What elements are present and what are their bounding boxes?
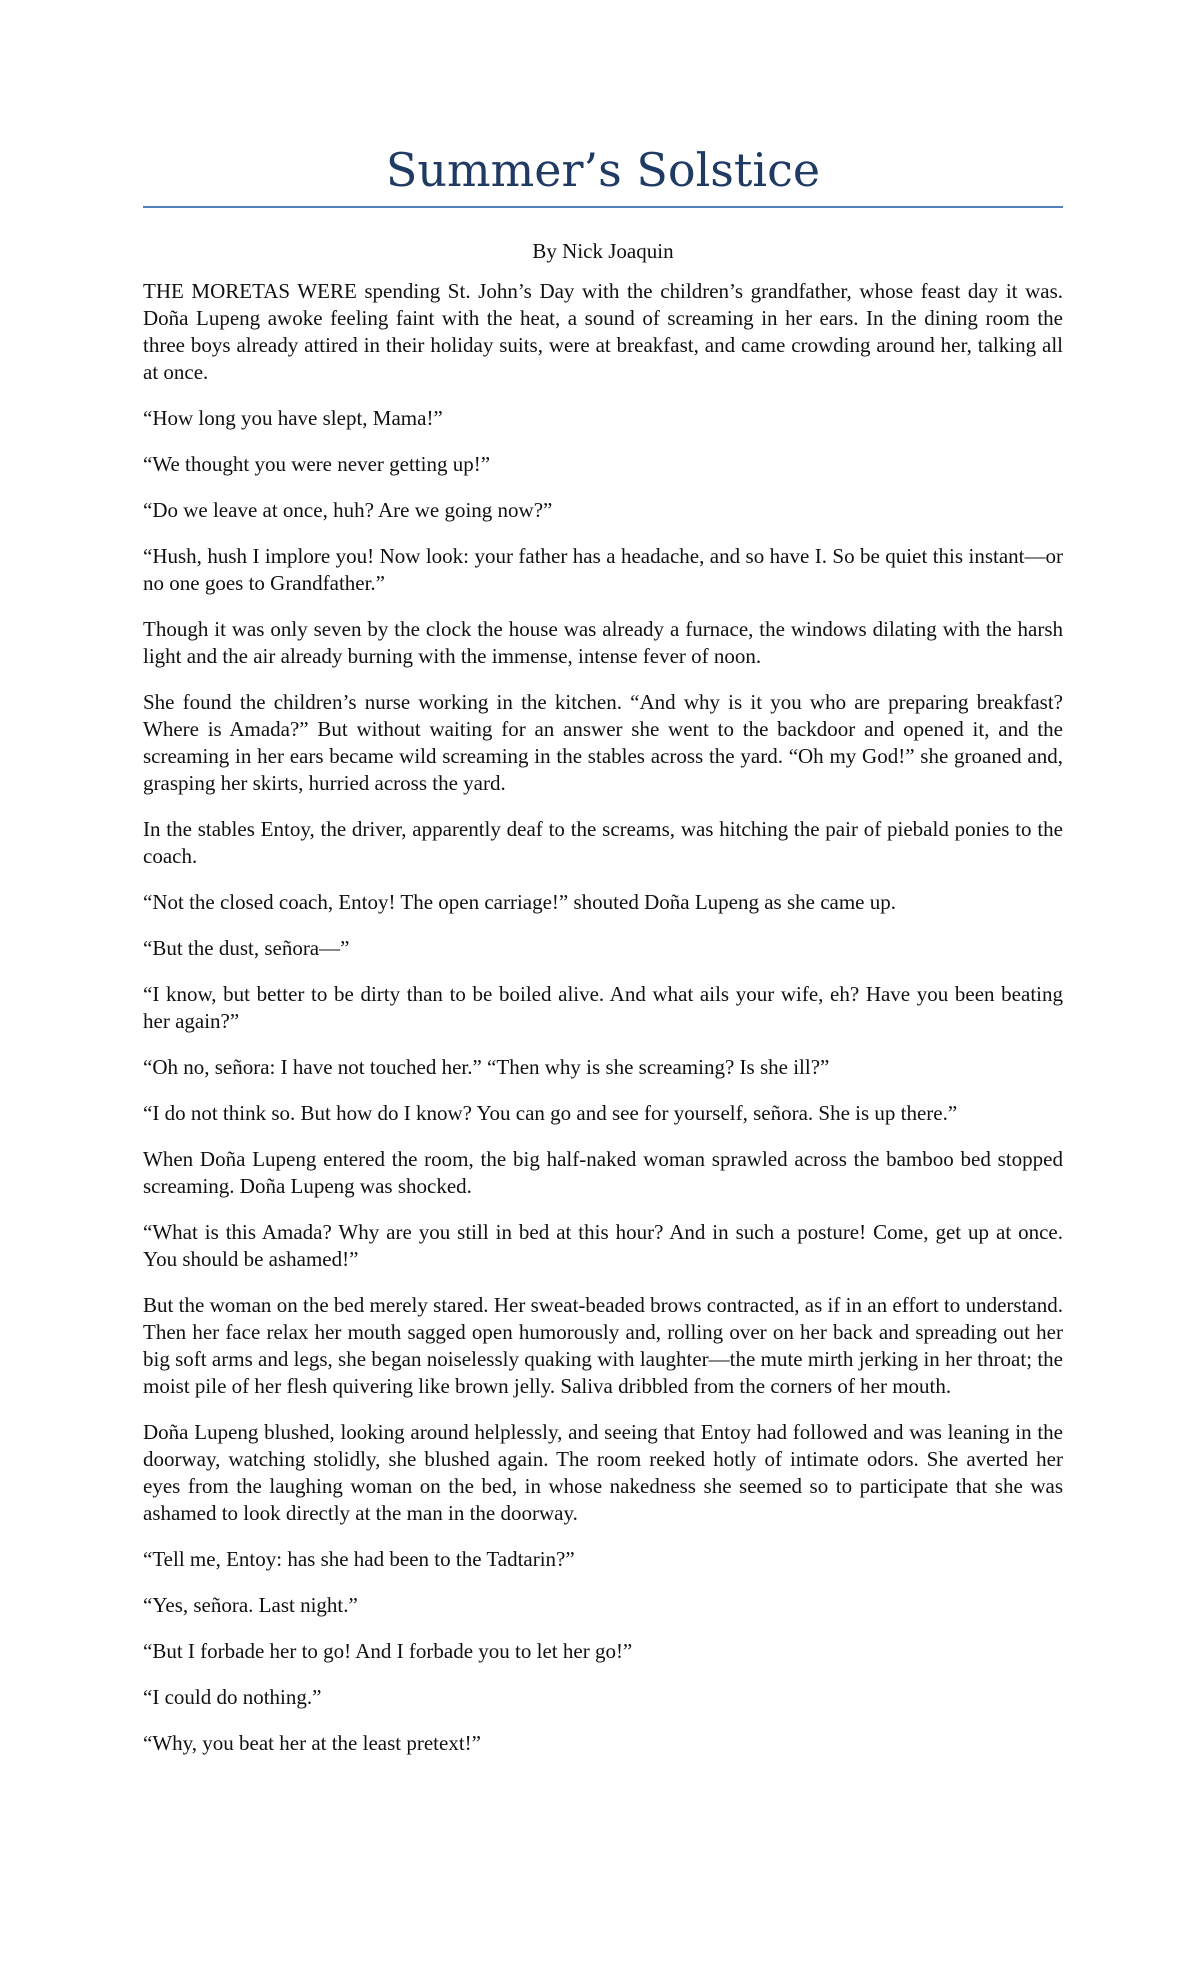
paragraph: “But I forbade her to go! And I forbade you to let her go!”: [143, 1639, 633, 1663]
paragraph: In the stables Entoy, the driver, apparently deaf to the screams, was hitching the pair of piebald ponies to the coach.: [143, 817, 1063, 868]
paragraph: Though it was only seven by the clock the house was already a furnace, the windows dilating with the harsh light and the air already burning with the immense, intense fever of noon.: [143, 617, 1063, 668]
paragraph: “Yes, señora. Last night.”: [143, 1593, 358, 1617]
author-byline: By Nick Joaquin: [532, 239, 674, 263]
title-underline: [143, 206, 1063, 208]
paragraph: “Tell me, Entoy: has she had been to the Tadtarin?”: [143, 1547, 575, 1571]
paragraph: “We thought you were never getting up!”: [143, 452, 491, 476]
paragraph: Doña Lupeng blushed, looking around helplessly, and seeing that Entoy had followed and was leaning in the doorway, watching stolidly, she blushed again. The room reeked hotly of intimate odors. She averted her eyes from the laughing woman on the bed, in whose nakedness she seemed so to participate that she was ashamed to look directly at the man in the doorway.: [143, 1420, 1063, 1525]
paragraph: “Why, you beat her at the least pretext!”: [143, 1731, 481, 1755]
document-page: [143, 140, 1063, 1776]
paragraph: “Do we leave at once, huh? Are we going now?”: [143, 498, 553, 522]
paragraph: When Doña Lupeng entered the room, the big half-naked woman sprawled across the bamboo bed stopped screaming. Doña Lupeng was shocked.: [143, 1147, 1063, 1198]
paragraph: “I could do nothing.”: [143, 1685, 322, 1709]
page-title: Summer’s Solstice: [385, 143, 821, 197]
paragraph: She found the children’s nurse working in the kitchen. “And why is it you who are preparing breakfast? Where is Amada?” But without waiting for an answer she went to the backdoor and opened it, and the screaming in her ears became wild screaming in the stables across the yard. “Oh my God!” she groaned and, grasping her skirts, hurried across the yard.: [143, 690, 1063, 795]
story-body: [143, 278, 1063, 1757]
paragraph: “Not the closed coach, Entoy! The open carriage!” shouted Doña Lupeng as she came up.: [143, 890, 896, 914]
paragraph: “I do not think so. But how do I know? You can go and see for yourself, señora. She is up there.”: [143, 1101, 958, 1125]
paragraph: But the woman on the bed merely stared. Her sweat-beaded brows contracted, as if in an effort to understand. Then her face relax her mouth sagged open humorously and, rolling over on her back and spreading out her big soft arms and legs, she began noiselessly quaking with laughter—the mute mirth jerking in her throat; the moist pile of her flesh quivering like brown jelly. Saliva dribbled from the corners of her mouth.: [143, 1293, 1063, 1398]
paragraph: “How long you have slept, Mama!”: [143, 406, 443, 430]
paragraph: “What is this Amada? Why are you still in bed at this hour? And in such a posture! Come, get up at once. You should be ashamed!”: [143, 1220, 1063, 1271]
paragraph: “Oh no, señora: I have not touched her.” “Then why is she screaming? Is she ill?”: [143, 1055, 830, 1079]
paragraph: “I know, but better to be dirty than to be boiled alive. And what ails your wife, eh? Have you been beating her again?”: [143, 982, 1063, 1033]
paragraph: THE MORETAS WERE spending St. John’s Day with the children’s grandfather, whose feast day it was. Doña Lupeng awoke feeling faint with the heat, a sound of screaming in her ears. In the dining room the three boys already attired in their holiday suits, were at breakfast, and came crowding around her, talking all at once.: [143, 279, 1063, 384]
paragraph: “But the dust, señora—”: [143, 936, 350, 960]
paragraph: “Hush, hush I implore you! Now look: your father has a headache, and so have I. So be quiet this instant—or no one goes to Grandfather.”: [143, 544, 1063, 595]
